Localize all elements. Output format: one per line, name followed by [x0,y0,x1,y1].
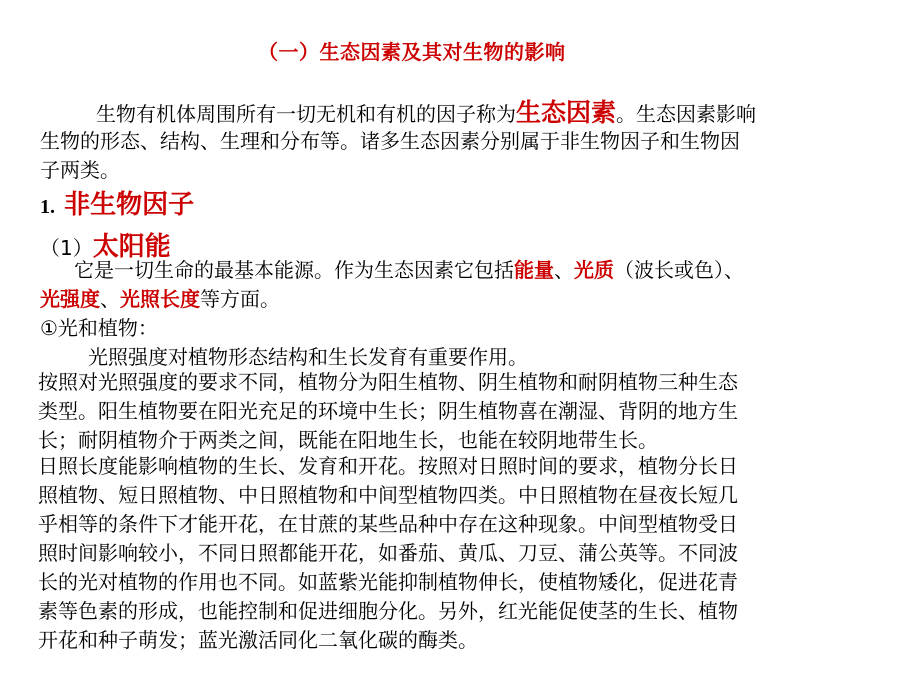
para2-line-4: 照时间影响较小，不同日照都能开花，如番茄、黄瓜、刀豆、蒲公英等。不同波 [38,541,738,565]
intro-text-1: 生物有机体周围所有一切无机和有机的因子称为 [96,102,516,126]
solar-term-intensity: 光强度 [40,287,100,311]
solar-sep-2: 、 [100,287,120,311]
intro-line-3: 子两类。 [40,158,120,182]
solar-text-2: （波长或色）、 [614,258,744,282]
para1-line-1: 按照对光照强度的要求不同，植物分为阳生植物、阴生植物和耐阴植物三种生态 [38,370,738,394]
solar-term-quality: 光质 [574,258,614,282]
solar-paragraph [40,256,744,372]
solar-term-duration: 光照长度 [120,287,200,311]
section-title: 非生物因子 [64,190,195,220]
para1-line-2: 类型。阳生植物要在阳光充足的环境中生长；阴生植物喜在潮湿、背阴的地方生 [38,399,738,423]
intro-text-2: 。生态因素影响 [616,102,757,126]
solar-line-1 [40,256,744,285]
solar-term-energy: 能量 [514,258,554,282]
para1-line-3: 长；耐阴植物介于两类之间，既能在阳地生长，也能在较阴地带生长。 [38,428,658,452]
para2-line-6: 素等色素的形成，也能控制和促进细胞分化。另外，红光能促使茎的生长、植物 [38,599,738,623]
intro-paragraph [40,98,756,185]
para2-line-1: 日照长度能影响植物的生长、发育和开花。按照对日照时间的要求，植物分长日 [38,454,738,478]
solar-text-1: 它是一切生命的最基本能源。作为生态因素它包括 [74,258,514,282]
section-number: 1. [40,196,55,218]
para2-line-7: 开花和种子萌发；蓝光激活同化二氧化碳的酶类。 [38,628,478,652]
solar-line-2 [40,285,744,314]
intro-line-2: 生物的形态、结构、生理和分布等。诸多生态因素分别属于非生物因子和生物因 [40,129,740,153]
light-intensity-paragraph [38,368,738,455]
day-length-paragraph [38,452,738,655]
solar-text-3: 等方面。 [200,287,280,311]
para2-line-3: 乎相等的条件下才能开花，在甘蔗的某些品种中存在这种现象。中间型植物受日 [38,512,738,536]
solar-sep-1: 、 [554,258,574,282]
light-plants-intro-text: 光照强度对植物形态结构和生长发育有重要作用。 [88,345,528,369]
para2-line-2: 照植物、短日照植物、中日照植物和中间型植物四类。中日照植物在昼夜长短几 [38,483,738,507]
subsection-title: 太阳能 [92,232,171,262]
section-heading [40,184,194,221]
subsection-number: （1） [40,236,93,260]
para2-line-5: 长的光对植物的作用也不同。如蓝紫光能抑制植物伸长，使植物矮化，促进花青 [38,570,738,594]
intro-line-1 [40,98,756,127]
light-plants-label: ①光和植物： [40,316,158,340]
intro-term: 生态因素 [516,98,617,127]
slide-title: （一）生态因素及其对生物的影响 [258,40,566,64]
